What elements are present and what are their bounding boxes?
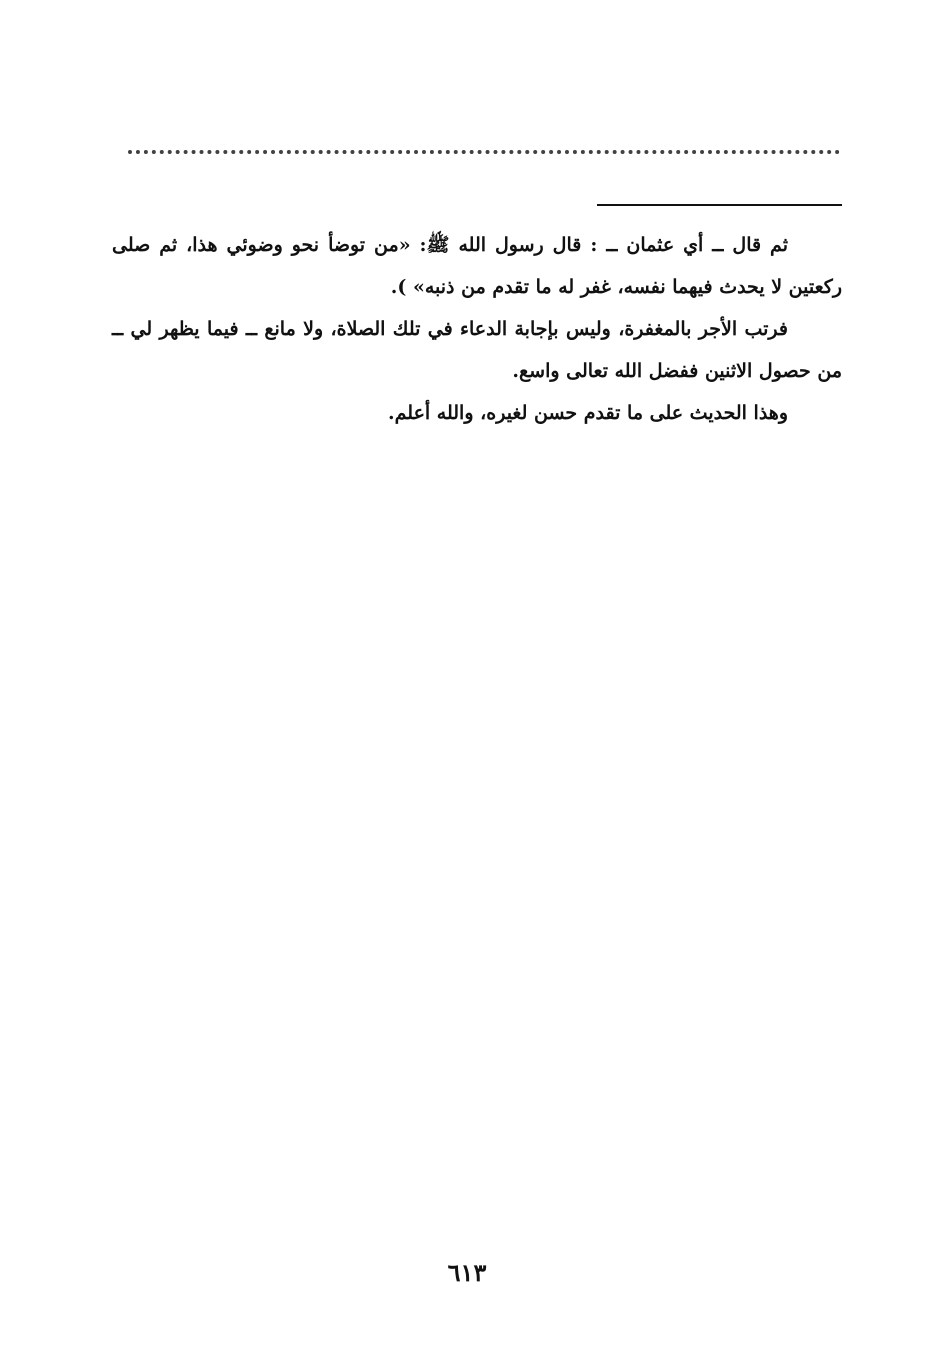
footnote-separator-rule [597, 204, 842, 206]
page-number: ٦١٣ [447, 1258, 487, 1287]
footnote-text [112, 224, 842, 434]
dotted-separator [128, 150, 840, 154]
footnote-paragraph-1: ثم قال ــ أي عثمان ــ : قال رسول الله ﷺ: «من توضأ نحو وضوئي هذا، ثم صلى ركعتين لا يحدث فيهما نفسه، غفر له ما تقدم من ذنبه» ). [112, 234, 842, 298]
footnote-paragraph-2: فرتب الأجر بالمغفرة، وليس بإجابة الدعاء في تلك الصلاة، ولا مانع ــ فيما يظهر لي ــ من حصول الاثنين ففضل الله تعالى واسع. [112, 318, 842, 382]
footnote-paragraph-3: وهذا الحديث على ما تقدم حسن لغيره، والله أعلم. [388, 402, 788, 424]
